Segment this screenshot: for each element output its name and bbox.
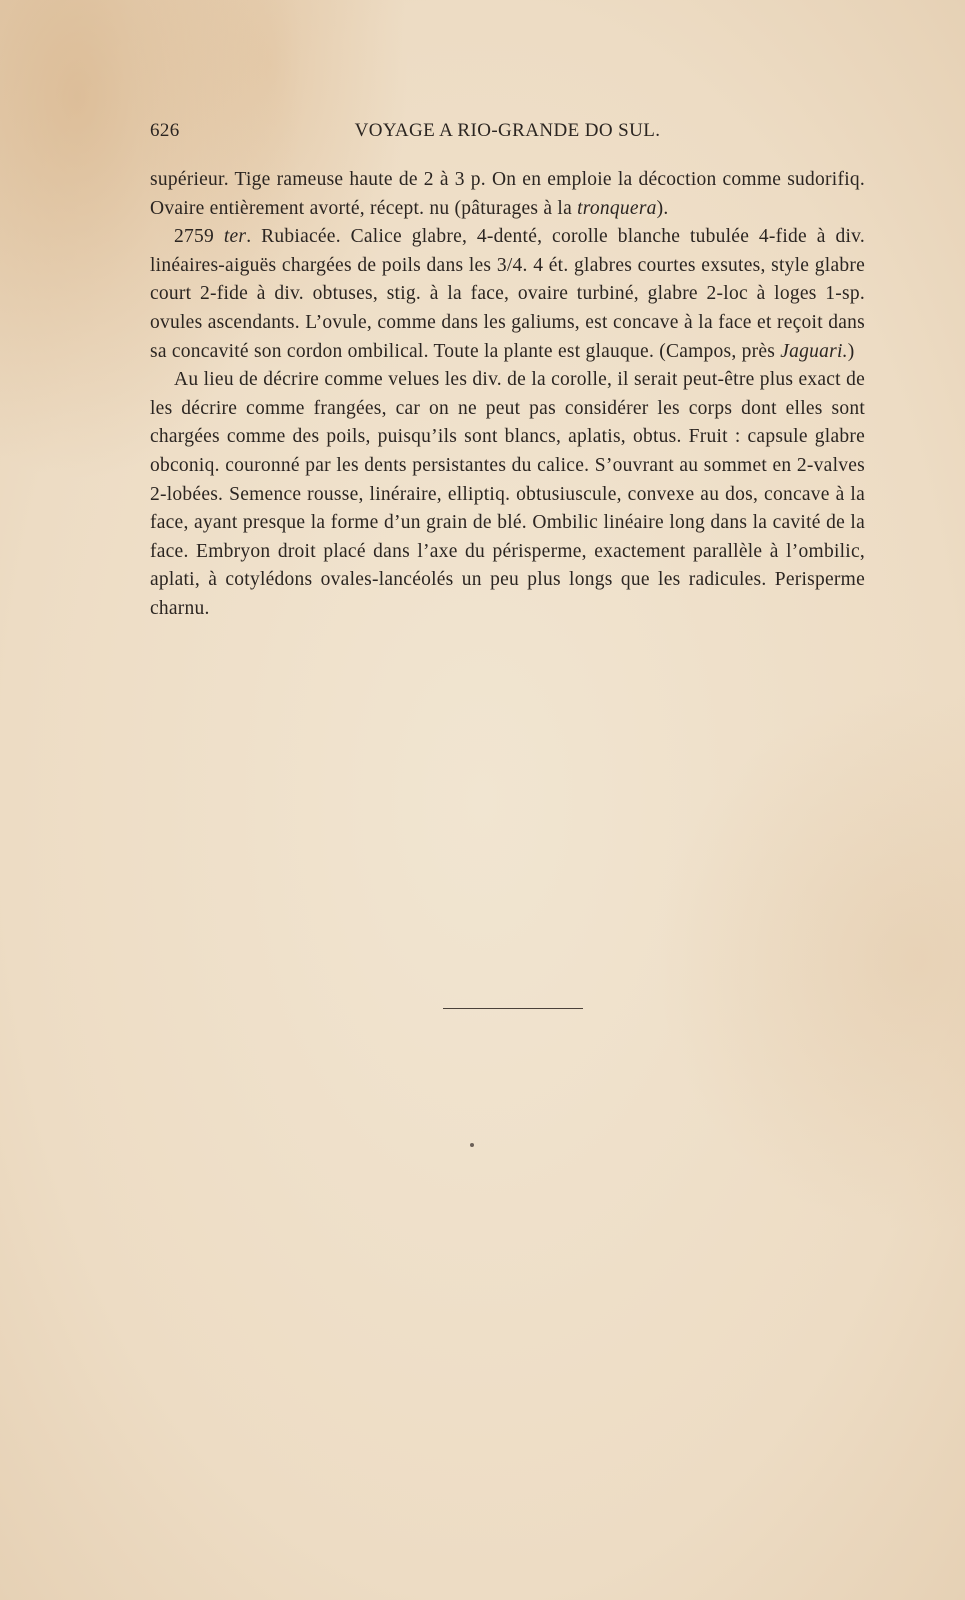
page-number: 626 — [150, 120, 180, 141]
text-span: . Rubiacée. Calice glabre, 4-denté, corolle blanche tubulée 4-fide à div. linéaires-aiguës chargées de poils dans les 3/4. 4 ét. glabres courtes exsutes, style glabre court 2-fide à div. obtuses, stig. à la face, ovaire turbiné, glabre 2-loc à loges 1-sp. ovules ascendants. L’ovule, comme dans les galiums, est concave à la face et reçoit dans sa concavité son cordon ombilical. Toute la plante est glauque. (Campos, près — [150, 226, 866, 362]
text-span: ) — [847, 340, 855, 362]
locality-italic: tronquera — [577, 197, 657, 219]
paragraph-specimen-2759 — [150, 223, 865, 366]
paragraph-continuation — [150, 166, 865, 223]
body-text — [150, 166, 865, 624]
paper-speck — [470, 1143, 474, 1147]
running-title: VOYAGE A RIO-GRANDE DO SUL. — [354, 120, 661, 141]
locality-italic: Jaguari. — [780, 340, 848, 362]
text-span: ). — [656, 197, 669, 219]
specimen-suffix-italic: ter — [223, 226, 247, 248]
section-end-rule — [443, 1008, 583, 1009]
specimen-number: 2759 — [174, 226, 214, 248]
text-span: supérieur. Tige rameuse haute de 2 à 3 p. On en emploie la décoction comme sudorifiq. Ovaire entièrement avorté, récept. nu (pâturages à la — [150, 169, 865, 219]
paragraph-notes: Au lieu de décrire comme velues les div. de la corolle, il serait peut-être plus exact de les décrire comme frangées, car on ne peut pas considérer les corps dont elles sont chargées comme des poils, puisqu’ils sont blancs, aplatis, obtus. Fruit : capsule glabre obconiq. couronné par les dents persistantes du calice. S’ouvrant au sommet en 2-valves 2-lobées. Semence rousse, linéraire, elliptiq. obtusiuscule, convexe au dos, concave à la face, ayant presque la forme d’un grain de blé. Ombilic linéaire long dans la cavité de la face. Embryon droit placé dans l’axe du périsperme, exactement parallèle à l’ombilic, aplati, à cotylédons ovales-lancéolés un peu plus longs que les radicules. Perisperme charnu. — [150, 369, 865, 619]
page-header — [150, 120, 865, 144]
